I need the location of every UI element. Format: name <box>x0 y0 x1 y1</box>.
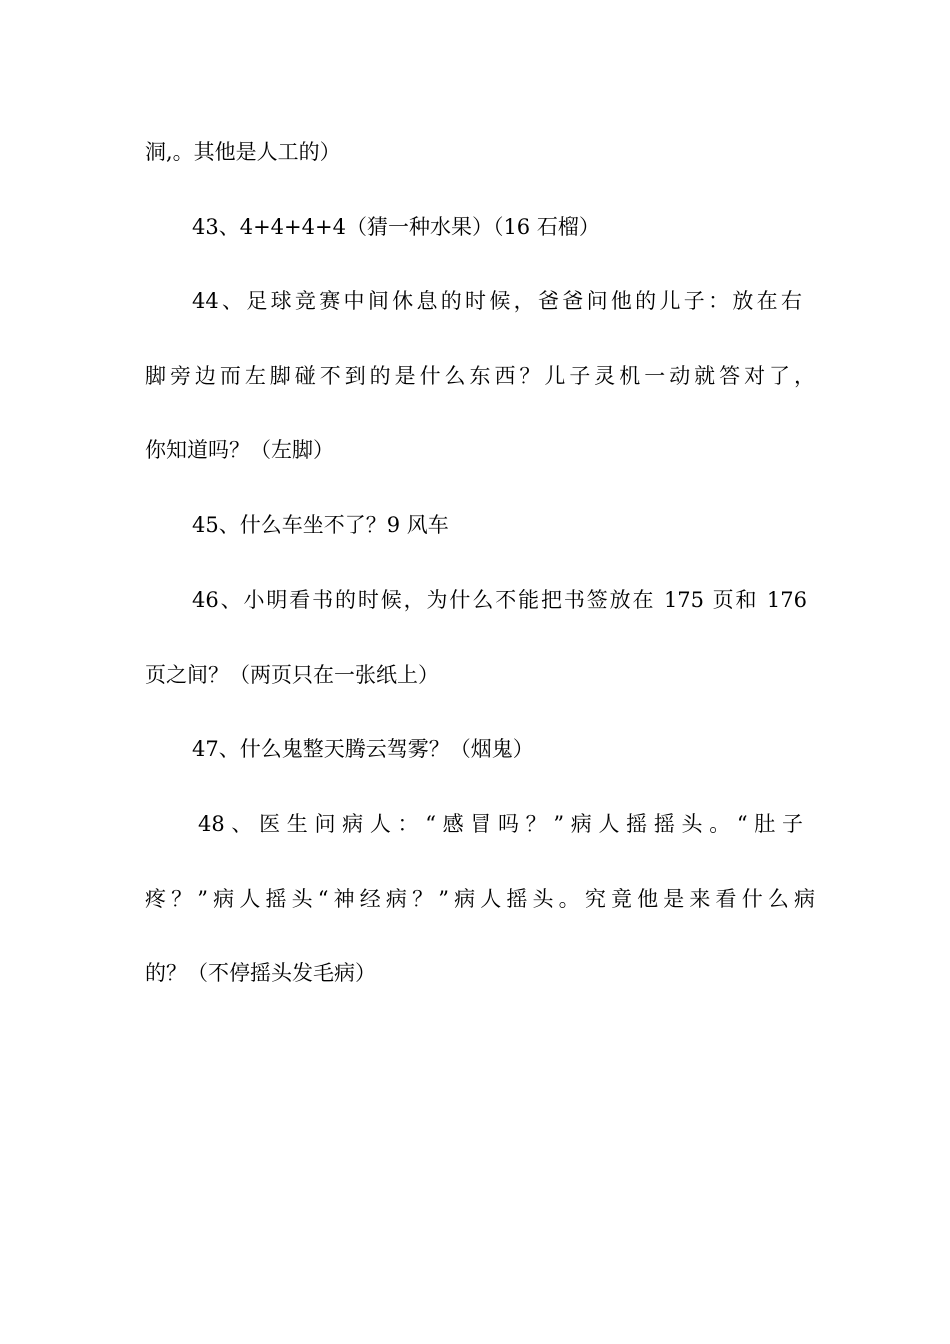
riddle-48-line-3: 的？（不停摇头发毛病） <box>145 961 376 985</box>
riddle-47: 47、什么鬼整天腾云驾雾？（烟鬼） <box>192 737 534 761</box>
riddle-44-line-1: 44、足球竞赛中间休息的时候，爸爸问他的儿子：放在右 <box>192 289 802 313</box>
riddle-43: 43、4+4+4+4（猜一种水果）（16 石榴） <box>192 215 600 239</box>
paragraph-42-line-2: 洞,。其他是人工的） <box>145 140 341 164</box>
riddle-44-line-3: 你知道吗？（左脚） <box>145 438 334 462</box>
riddle-46-line-2: 页之间？（两页只在一张纸上） <box>145 663 439 687</box>
riddle-48-line-2: 疼？”病人摇头“神经病？”病人摇头。究竟他是来看什么病 <box>145 887 815 911</box>
riddle-46-line-1: 46、小明看书的时候，为什么不能把书签放在 175 页和 176 <box>192 588 807 612</box>
riddle-48-line-1: 48、医生问病人：“感冒吗？”病人摇摇头。“肚子 <box>198 812 803 836</box>
riddle-44-line-2: 脚旁边而左脚碰不到的是什么东西？儿子灵机一动就答对了， <box>145 364 815 388</box>
riddle-45: 45、什么车坐不了？9 风车 <box>192 513 449 537</box>
